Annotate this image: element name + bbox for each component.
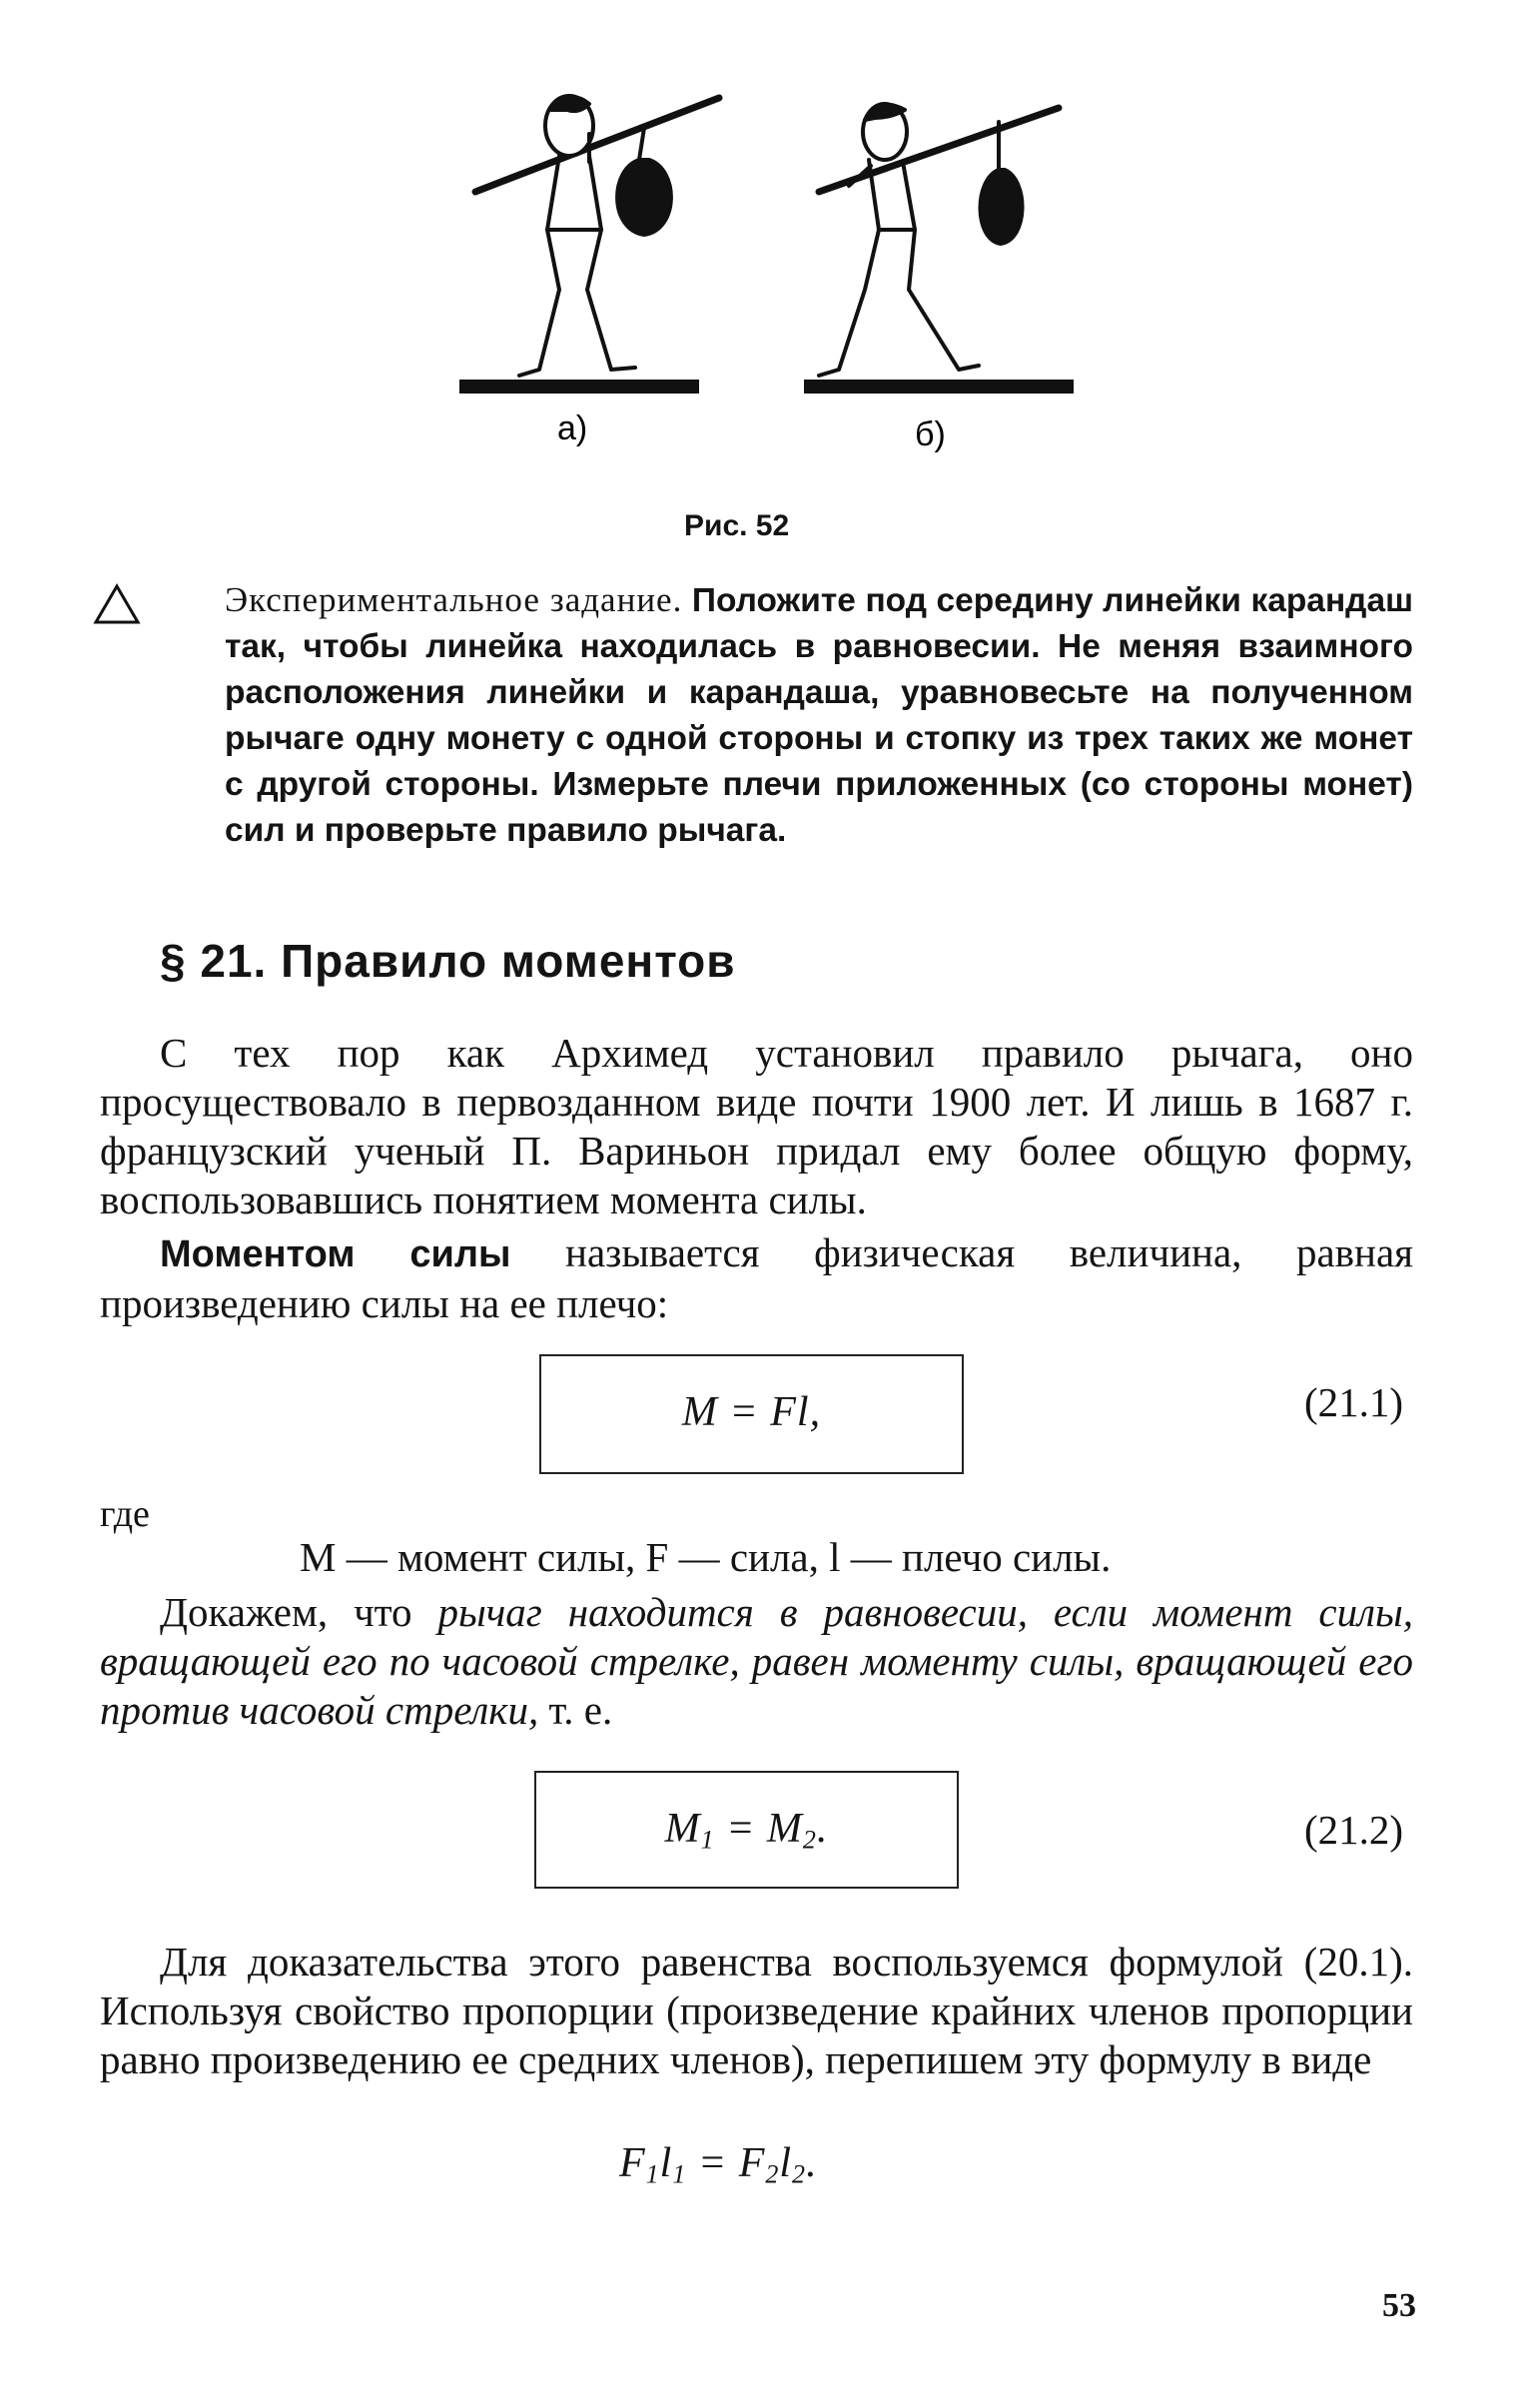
paragraph-4: Для доказательства этого равенства воспользуемся формулой (20.1). Используя свойство пропорции (произведение крайних членов пропорции равно произведению ее средних членов), перепишем эту формулу в виде <box>100 1939 1413 2082</box>
paragraph-2-text: называется физическая величина, равная произведению силы на ее плечо: <box>100 1229 1414 1326</box>
paragraph-3-start: Докажем, что <box>160 1589 412 1635</box>
formula-torque-balance: $F_1l_1 = F_2l_2$. <box>619 2140 818 2189</box>
formula-box-21-2 <box>534 1771 959 1889</box>
where-label: где <box>100 1493 150 1535</box>
paragraph-3-italic: рычаг находится в равновесии, если момент силы, вращающей его по часовой стрелке, равен моменту силы, вращающей его против часовой стрелки, <box>100 1589 1413 1733</box>
formula-21-2: $M_1 = M_2$. <box>664 1806 829 1855</box>
figure-label-a: а) <box>557 409 588 447</box>
equation-number-21-1: (21.1) <box>1304 1379 1404 1425</box>
figure-caption: Рис. 52 <box>684 509 790 542</box>
ground-a <box>459 380 699 394</box>
term-moment-of-force: Моментом силы <box>160 1233 511 1275</box>
formula-box-21-1 <box>539 1354 964 1474</box>
task-title: Экспериментальное задание. <box>225 580 683 619</box>
formula-21-1: M = Fl, <box>681 1389 822 1435</box>
lever-illustration <box>439 70 1119 469</box>
paragraph-1: С тех пор как Архимед установил правило рычага, оно просуществовало в первозданном виде почти 1900 лет. И лишь в 1687 г. французский ученый П. Вариньон придал ему более общую форму, воспользовавшись понятием момента силы. <box>100 1030 1413 1222</box>
definitions <box>300 1533 1298 1582</box>
definitions-text: M — момент силы, F — сила, l — плечо силы. <box>300 1534 1112 1580</box>
ground-b <box>804 380 1074 394</box>
triangle-outline-icon <box>92 582 142 626</box>
paragraph-2 <box>100 1228 1413 1328</box>
person-b <box>819 104 1059 376</box>
page-number: 53 <box>1382 2287 1416 2324</box>
task-text: Положите под середину линейки карандаш так, чтобы линейка находилась в равновесии. Не меняя взаимного расположения линейки и карандаша, уравновесьте на полученном рычаге одну монету с одной стороны и стопку из трех таких же монет с другой стороны. Измерьте плечи приложенных (со стороны монет) сил и проверьте правило рычага. <box>225 582 1413 849</box>
experimental-task <box>225 577 1413 854</box>
paragraph-3 <box>100 1588 1413 1735</box>
figure-52 <box>439 70 1119 469</box>
figure-label-b: б) <box>915 415 946 453</box>
section-title: § 21. Правило моментов <box>160 935 736 987</box>
paragraph-3-end: т. е. <box>548 1687 613 1733</box>
equation-number-21-2: (21.2) <box>1304 1807 1404 1853</box>
person-a <box>475 96 719 376</box>
